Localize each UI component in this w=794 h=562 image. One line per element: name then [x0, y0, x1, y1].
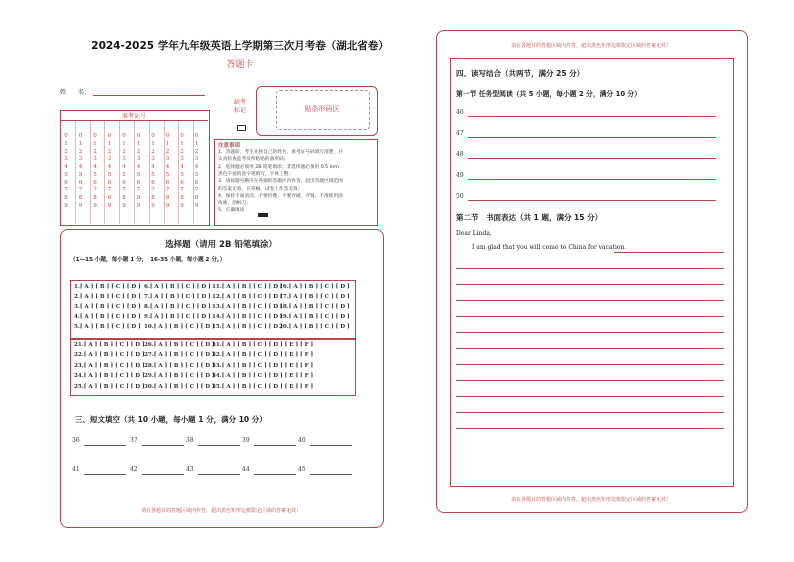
exam-digit-bubble[interactable]: 4	[165, 164, 170, 170]
exam-digit-bubble[interactable]: 8	[93, 195, 97, 201]
exam-digit-bubble[interactable]: 0	[136, 133, 141, 139]
choice-question[interactable]: 2.[ A ] [ B ] [ C ] [ D ]	[74, 294, 141, 300]
writing-line[interactable]	[456, 284, 724, 285]
exam-digit-bubble[interactable]: 8	[180, 195, 184, 201]
exam-digit-bubble[interactable]: 9	[194, 202, 199, 209]
exam-digit-bubble[interactable]: 6	[136, 179, 141, 186]
choice-question[interactable]: 16.[ A ] [ B ] [ C ] [ D ]	[279, 284, 350, 290]
exam-digit-bubble[interactable]: 4	[151, 164, 155, 170]
choice-question[interactable]: 4.[ A ] [ B ] [ C ] [ D ]	[74, 314, 141, 320]
exam-digit-bubble[interactable]: 2	[107, 148, 112, 155]
exam-digit-bubble[interactable]: 6	[107, 179, 112, 186]
exam-digit-bubble[interactable]: 4	[93, 164, 97, 170]
blank-line[interactable]	[198, 445, 240, 446]
exam-digit-bubble[interactable]: 5	[194, 171, 199, 178]
choice-question[interactable]: 8.[ A ] [ B ] [ C ] [ D ]	[144, 304, 211, 310]
part1-title: 第一节 任务型阅读（共 5 小题，每小题 2 分，满分 10 分）	[456, 90, 642, 98]
exam-digit-bubble[interactable]: 3	[165, 156, 170, 163]
task-number: 50	[456, 193, 464, 200]
absent-checkbox[interactable]	[237, 125, 246, 131]
exam-grid-divider	[164, 121, 165, 224]
exam-digit-bubble[interactable]: 6	[151, 179, 155, 186]
exam-digit-bubble[interactable]: 8	[64, 195, 68, 201]
choice-question[interactable]: 35.[ A ] [ B ] [ C ] [ D ] [ E ] [ F ]	[212, 383, 314, 390]
exam-digit-bubble[interactable]: 8	[165, 195, 170, 201]
exam-digit-bubble[interactable]: 0	[93, 133, 97, 139]
exam-digit-bubble[interactable]: 9	[93, 202, 97, 209]
blank-number: 45	[298, 466, 306, 473]
blank-line[interactable]	[142, 445, 184, 446]
exam-digit-bubble[interactable]: 7	[78, 187, 83, 194]
blank-line[interactable]	[310, 445, 352, 446]
choice-question[interactable]: 17.[ A ] [ B ] [ C ] [ D ]	[279, 294, 350, 300]
exam-digit-bubble[interactable]: 7	[180, 187, 184, 194]
blank-line[interactable]	[198, 474, 240, 475]
choice-question[interactable]: 15.[ A ] [ B ] [ C ] [ D ]	[212, 324, 283, 330]
exam-digit-bubble[interactable]: 6	[165, 179, 170, 186]
exam-digit-bubble[interactable]: 3	[107, 156, 112, 163]
exam-grid-divider	[134, 121, 135, 224]
choice-instructions: （1—15 小题，每小题 1 分， 16-35 小题，每小题 2 分。）	[70, 257, 226, 263]
exam-digit-bubble[interactable]: 7	[165, 187, 170, 194]
exam-digit-bubble[interactable]: 0	[194, 133, 199, 139]
choice-question[interactable]: 25.[ A ] [ B ] [ C ] [ D ]	[74, 383, 145, 390]
choice-question[interactable]: 24.[ A ] [ B ] [ C ] [ D ]	[74, 373, 145, 380]
choice-question[interactable]: 13.[ A ] [ B ] [ C ] [ D ]	[212, 304, 283, 310]
exam-digit-bubble[interactable]: 1	[180, 140, 184, 147]
choice-title: 选择题（请用 2B 铅笔填涂）	[165, 240, 277, 250]
page-title: 2024-2025 学年九年级英语上学期第三次月考卷（湖北省卷）	[91, 40, 389, 52]
choice-question[interactable]: 23.[ A ] [ B ] [ C ] [ D ]	[74, 362, 145, 369]
exam-digit-column[interactable]	[62, 133, 70, 211]
exam-digit-bubble[interactable]: 5	[107, 171, 112, 178]
exam-digit-bubble[interactable]: 9	[122, 202, 126, 209]
writing-line[interactable]	[456, 396, 724, 397]
choice-question[interactable]: 12.[ A ] [ B ] [ C ] [ D ]	[212, 294, 283, 300]
task-number: 46	[456, 109, 464, 116]
exam-grid-divider	[193, 121, 194, 224]
choice-question[interactable]: 5.[ A ] [ B ] [ C ] [ D ]	[74, 324, 141, 330]
exam-grid-divider	[90, 121, 91, 224]
choice-question[interactable]: 22.[ A ] [ B ] [ C ] [ D ]	[74, 352, 145, 359]
exam-digit-bubble[interactable]: 6	[64, 179, 68, 186]
choice-question[interactable]: 14.[ A ] [ B ] [ C ] [ D ]	[212, 314, 283, 320]
exam-digit-bubble[interactable]: 0	[180, 133, 184, 139]
exam-digit-bubble[interactable]: 1	[64, 140, 68, 147]
right-answer-box	[450, 58, 734, 487]
task-number: 48	[456, 151, 464, 158]
filled-mark-example	[258, 213, 268, 217]
exam-digit-bubble[interactable]: 6	[78, 179, 83, 186]
blank-number: 39	[242, 437, 250, 444]
answer-line[interactable]	[468, 179, 716, 180]
writing-line[interactable]	[456, 364, 724, 365]
exam-digit-bubble[interactable]: 5	[165, 171, 170, 178]
exam-digit-bubble[interactable]: 7	[122, 187, 126, 194]
exam-digit-bubble[interactable]: 7	[64, 187, 68, 194]
blank-line[interactable]	[84, 474, 126, 475]
choice-question[interactable]: 10.[ A ] [ B ] [ C ] [ D ]	[144, 324, 215, 330]
exam-digit-column[interactable]	[164, 133, 172, 211]
opening-line-tail[interactable]	[614, 252, 724, 253]
notes-line: 黑色字迹的签字笔填写，字体工整；	[218, 171, 294, 177]
choice-question[interactable]: 19.[ A ] [ B ] [ C ] [ D ]	[279, 314, 350, 320]
choice-question[interactable]: 20.[ A ] [ B ] [ C ] [ D ]	[279, 324, 350, 330]
answer-sheet-subtitle: 答题卡	[226, 60, 254, 70]
exam-grid-divider	[149, 121, 150, 224]
answer-line[interactable]	[468, 116, 716, 117]
opening-sentence: I am glad that you will come to China for vacation.	[472, 244, 627, 251]
exam-digit-bubble[interactable]: 4	[180, 164, 184, 170]
exam-digit-bubble[interactable]: 2	[93, 148, 97, 155]
exam-digit-bubble[interactable]: 4	[107, 164, 112, 170]
choice-question[interactable]: 33.[ A ] [ B ] [ C ] [ D ] [ E ] [ F ]	[212, 362, 314, 369]
absent-label: 缺考标记	[234, 99, 247, 114]
notes-line: 4．保持卡面清洁，不要折叠、不要弄破、弄皱，不准使用涂	[218, 193, 343, 199]
exam-digit-bubble[interactable]: 6	[122, 179, 126, 186]
exam-digit-bubble[interactable]: 2	[180, 148, 184, 155]
exam-number-label: 准考证号	[121, 113, 146, 120]
exam-digit-bubble[interactable]: 2	[136, 148, 141, 155]
exam-digit-bubble[interactable]: 5	[93, 171, 97, 178]
exam-digit-bubble[interactable]: 7	[136, 187, 141, 194]
exam-digit-bubble[interactable]: 2	[151, 148, 155, 155]
exam-digit-bubble[interactable]: 2	[194, 148, 199, 155]
exam-digit-column[interactable]	[91, 133, 99, 211]
exam-digit-bubble[interactable]: 9	[151, 202, 155, 209]
section4-title: 四、读写结合（共两节，满分 25 分）	[456, 69, 585, 78]
exam-digit-bubble[interactable]: 7	[194, 187, 199, 194]
exam-digit-bubble[interactable]: 0	[107, 133, 112, 139]
exam-digit-bubble[interactable]: 8	[78, 195, 83, 201]
exam-digit-bubble[interactable]: 9	[136, 202, 141, 209]
bottom-warning-right: 请在各题目的答题区域内作答，超出黑色矩形边框限定区域的答案无效！	[510, 497, 671, 503]
choice-question[interactable]: 3.[ A ] [ B ] [ C ] [ D ]	[74, 304, 141, 310]
blank-line[interactable]	[142, 474, 184, 475]
choice-question[interactable]: 9.[ A ] [ B ] [ C ] [ D ]	[144, 314, 211, 320]
blank-line[interactable]	[84, 445, 126, 446]
writing-line[interactable]	[456, 428, 724, 429]
exam-digit-bubble[interactable]: 2	[122, 148, 126, 155]
exam-digit-bubble[interactable]: 5	[136, 171, 141, 178]
section3-title: 三、短文填空（共 10 小题，每小题 1 分，满分 10 分）	[75, 415, 267, 424]
exam-digit-bubble[interactable]: 9	[64, 202, 68, 209]
exam-digit-bubble[interactable]: 8	[151, 195, 155, 201]
notes-line: 1．答题前，考生先将自己的姓名、准考证号码填写清楚，并	[218, 150, 343, 155]
notes-title: 注意事项	[218, 143, 241, 149]
exam-digit-column[interactable]	[77, 133, 85, 211]
exam-digit-column[interactable]	[149, 133, 157, 211]
blank-number: 41	[72, 466, 80, 473]
choice-question[interactable]: 26.[ A ] [ B ] [ C ] [ D ]	[144, 342, 215, 348]
exam-digit-bubble[interactable]: 1	[165, 140, 170, 147]
exam-digit-bubble[interactable]: 1	[151, 140, 155, 147]
writing-line[interactable]	[456, 412, 724, 413]
choice-question[interactable]: 6.[ A ] [ B ] [ C ] [ D ]	[144, 284, 211, 290]
choice-question[interactable]: 7.[ A ] [ B ] [ C ] [ D ]	[144, 294, 211, 300]
choice-question[interactable]: 1.[ A ] [ B ] [ C ] [ D ]	[74, 284, 141, 290]
blank-number: 37	[130, 437, 138, 444]
exam-digit-bubble[interactable]: 0	[151, 133, 155, 139]
exam-digit-bubble[interactable]: 8	[194, 195, 199, 201]
exam-digit-bubble[interactable]: 1	[136, 140, 141, 147]
choice-question[interactable]: 30.[ A ] [ B ] [ C ] [ D ]	[144, 383, 215, 390]
exam-digit-bubble[interactable]: 3	[64, 156, 68, 163]
exam-grid-divider	[75, 121, 76, 224]
name-underline[interactable]	[93, 95, 205, 96]
exam-digit-bubble[interactable]: 9	[180, 202, 184, 209]
exam-digit-column[interactable]	[135, 133, 143, 211]
exam-digit-bubble[interactable]: 9	[78, 202, 83, 209]
top-warning-right: 请在各题目的答题区域内作答，超出黑色矩形边框限定区域的答案无效！	[510, 43, 671, 49]
choice-question[interactable]: 21.[ A ] [ B ] [ C ] [ D ]	[74, 342, 145, 348]
choice-question[interactable]: 29.[ A ] [ B ] [ C ] [ D ]	[144, 373, 215, 380]
blank-number: 36	[72, 437, 80, 444]
exam-digit-column[interactable]	[120, 133, 128, 211]
exam-digit-bubble[interactable]: 4	[136, 164, 141, 170]
exam-digit-bubble[interactable]: 2	[165, 148, 170, 155]
writing-line[interactable]	[456, 380, 724, 381]
notes-line: 认真检查监考员所粘贴的条形码；	[218, 157, 289, 163]
exam-digit-bubble[interactable]: 8	[136, 195, 141, 201]
exam-digit-bubble[interactable]: 5	[78, 171, 83, 178]
writing-line[interactable]	[456, 348, 724, 349]
exam-digit-bubble[interactable]: 5	[151, 171, 155, 178]
choice-question[interactable]: 11.[ A ] [ B ] [ C ] [ D ]	[212, 284, 283, 290]
blank-number: 40	[298, 437, 306, 444]
notes-line: 5．正确填涂	[218, 208, 245, 214]
blank-line[interactable]	[254, 474, 296, 475]
choice-question[interactable]: 28.[ A ] [ B ] [ C ] [ D ]	[144, 362, 215, 369]
exam-digit-bubble[interactable]: 3	[180, 156, 184, 163]
exam-digit-column[interactable]	[106, 133, 114, 211]
exam-grid-divider	[178, 121, 179, 224]
exam-grid-divider	[104, 121, 105, 224]
exam-digit-bubble[interactable]: 7	[151, 187, 155, 194]
exam-digit-bubble[interactable]: 9	[107, 202, 112, 209]
exam-digit-bubble[interactable]: 1	[93, 140, 97, 147]
exam-digit-bubble[interactable]: 2	[64, 148, 68, 155]
exam-grid-divider	[119, 121, 120, 224]
exam-digit-bubble[interactable]: 7	[107, 187, 112, 194]
exam-digit-bubble[interactable]: 0	[122, 133, 126, 139]
exam-digit-bubble[interactable]: 3	[93, 156, 97, 163]
exam-digit-bubble[interactable]: 1	[107, 140, 112, 147]
exam-digit-bubble[interactable]: 0	[78, 133, 83, 139]
writing-line[interactable]	[456, 268, 724, 269]
blank-number: 44	[242, 466, 250, 473]
answer-line[interactable]	[468, 137, 716, 138]
notes-line: 2．选择题必须用 2B 铅笔填涂；非选择题必须用 0.5 mm	[218, 164, 339, 170]
notes-line: 改液、刮纸刀；	[218, 201, 251, 207]
exam-digit-bubble[interactable]: 0	[165, 133, 170, 139]
answer-line[interactable]	[468, 200, 716, 201]
exam-digit-bubble[interactable]: 2	[78, 148, 83, 155]
exam-digit-bubble[interactable]: 5	[64, 171, 68, 178]
choice-question[interactable]: 32.[ A ] [ B ] [ C ] [ D ] [ E ] [ F ]	[212, 352, 314, 359]
blank-line[interactable]	[310, 474, 352, 475]
blank-number: 38	[186, 437, 194, 444]
exam-digit-bubble[interactable]: 9	[165, 202, 170, 209]
blank-number: 43	[186, 466, 194, 473]
exam-digit-bubble[interactable]: 4	[194, 164, 199, 170]
exam-digit-bubble[interactable]: 8	[107, 195, 112, 201]
choice-question[interactable]: 31.[ A ] [ B ] [ C ] [ D ] [ E ] [ F ]	[212, 342, 314, 348]
exam-digit-bubble[interactable]: 6	[180, 179, 184, 186]
exam-digit-bubble[interactable]: 1	[122, 140, 126, 147]
exam-digit-bubble[interactable]: 4	[64, 164, 68, 170]
name-label: 姓 名：	[60, 89, 91, 96]
barcode-label: 贴条形码区	[304, 105, 340, 113]
exam-digit-bubble[interactable]: 6	[194, 179, 199, 186]
exam-digit-bubble[interactable]: 3	[78, 156, 83, 163]
exam-digit-bubble[interactable]: 7	[93, 187, 97, 194]
choice-question[interactable]: 18.[ A ] [ B ] [ C ] [ D ]	[279, 304, 350, 310]
blank-number: 42	[130, 466, 138, 473]
exam-digit-bubble[interactable]: 4	[122, 164, 126, 170]
exam-digit-bubble[interactable]: 1	[194, 140, 199, 147]
writing-line[interactable]	[456, 316, 724, 317]
exam-digit-bubble[interactable]: 5	[122, 171, 126, 178]
writing-line[interactable]	[456, 300, 724, 301]
notes-line: 的答案无效，在草稿、试卷上作答无效；	[218, 186, 303, 192]
choice-question[interactable]: 34.[ A ] [ B ] [ C ] [ D ] [ E ] [ F ]	[212, 373, 314, 380]
exam-digit-bubble[interactable]: 3	[194, 156, 199, 163]
part2-title: 第二节 书面表达（共 1 题，满分 15 分）	[456, 213, 603, 222]
task-number: 47	[456, 130, 464, 137]
bottom-warning-left: 请在各题目的答题区域内作答，超出黑色矩形边框限定区域的答案无效！	[140, 508, 301, 514]
exam-digit-bubble[interactable]: 3	[151, 156, 155, 163]
exam-digit-bubble[interactable]: 5	[180, 171, 184, 178]
answer-line[interactable]	[468, 158, 716, 159]
exam-digit-bubble[interactable]: 8	[122, 195, 126, 201]
notes-line: 3．请按题号顺序在各题的答题区内作答，超出答题区域范围	[218, 179, 343, 185]
exam-digit-bubble[interactable]: 4	[78, 164, 83, 170]
task-number: 49	[456, 172, 464, 179]
exam-digit-bubble[interactable]: 3	[122, 156, 126, 163]
salutation: Dear Linda,	[456, 230, 492, 237]
exam-digit-bubble[interactable]: 0	[64, 133, 68, 139]
writing-line[interactable]	[456, 332, 724, 333]
blank-line[interactable]	[254, 445, 296, 446]
exam-digit-bubble[interactable]: 1	[78, 140, 83, 147]
exam-digit-bubble[interactable]: 3	[136, 156, 141, 163]
choice-question[interactable]: 27.[ A ] [ B ] [ C ] [ D ]	[144, 352, 215, 359]
exam-digit-bubble[interactable]: 6	[93, 179, 97, 186]
